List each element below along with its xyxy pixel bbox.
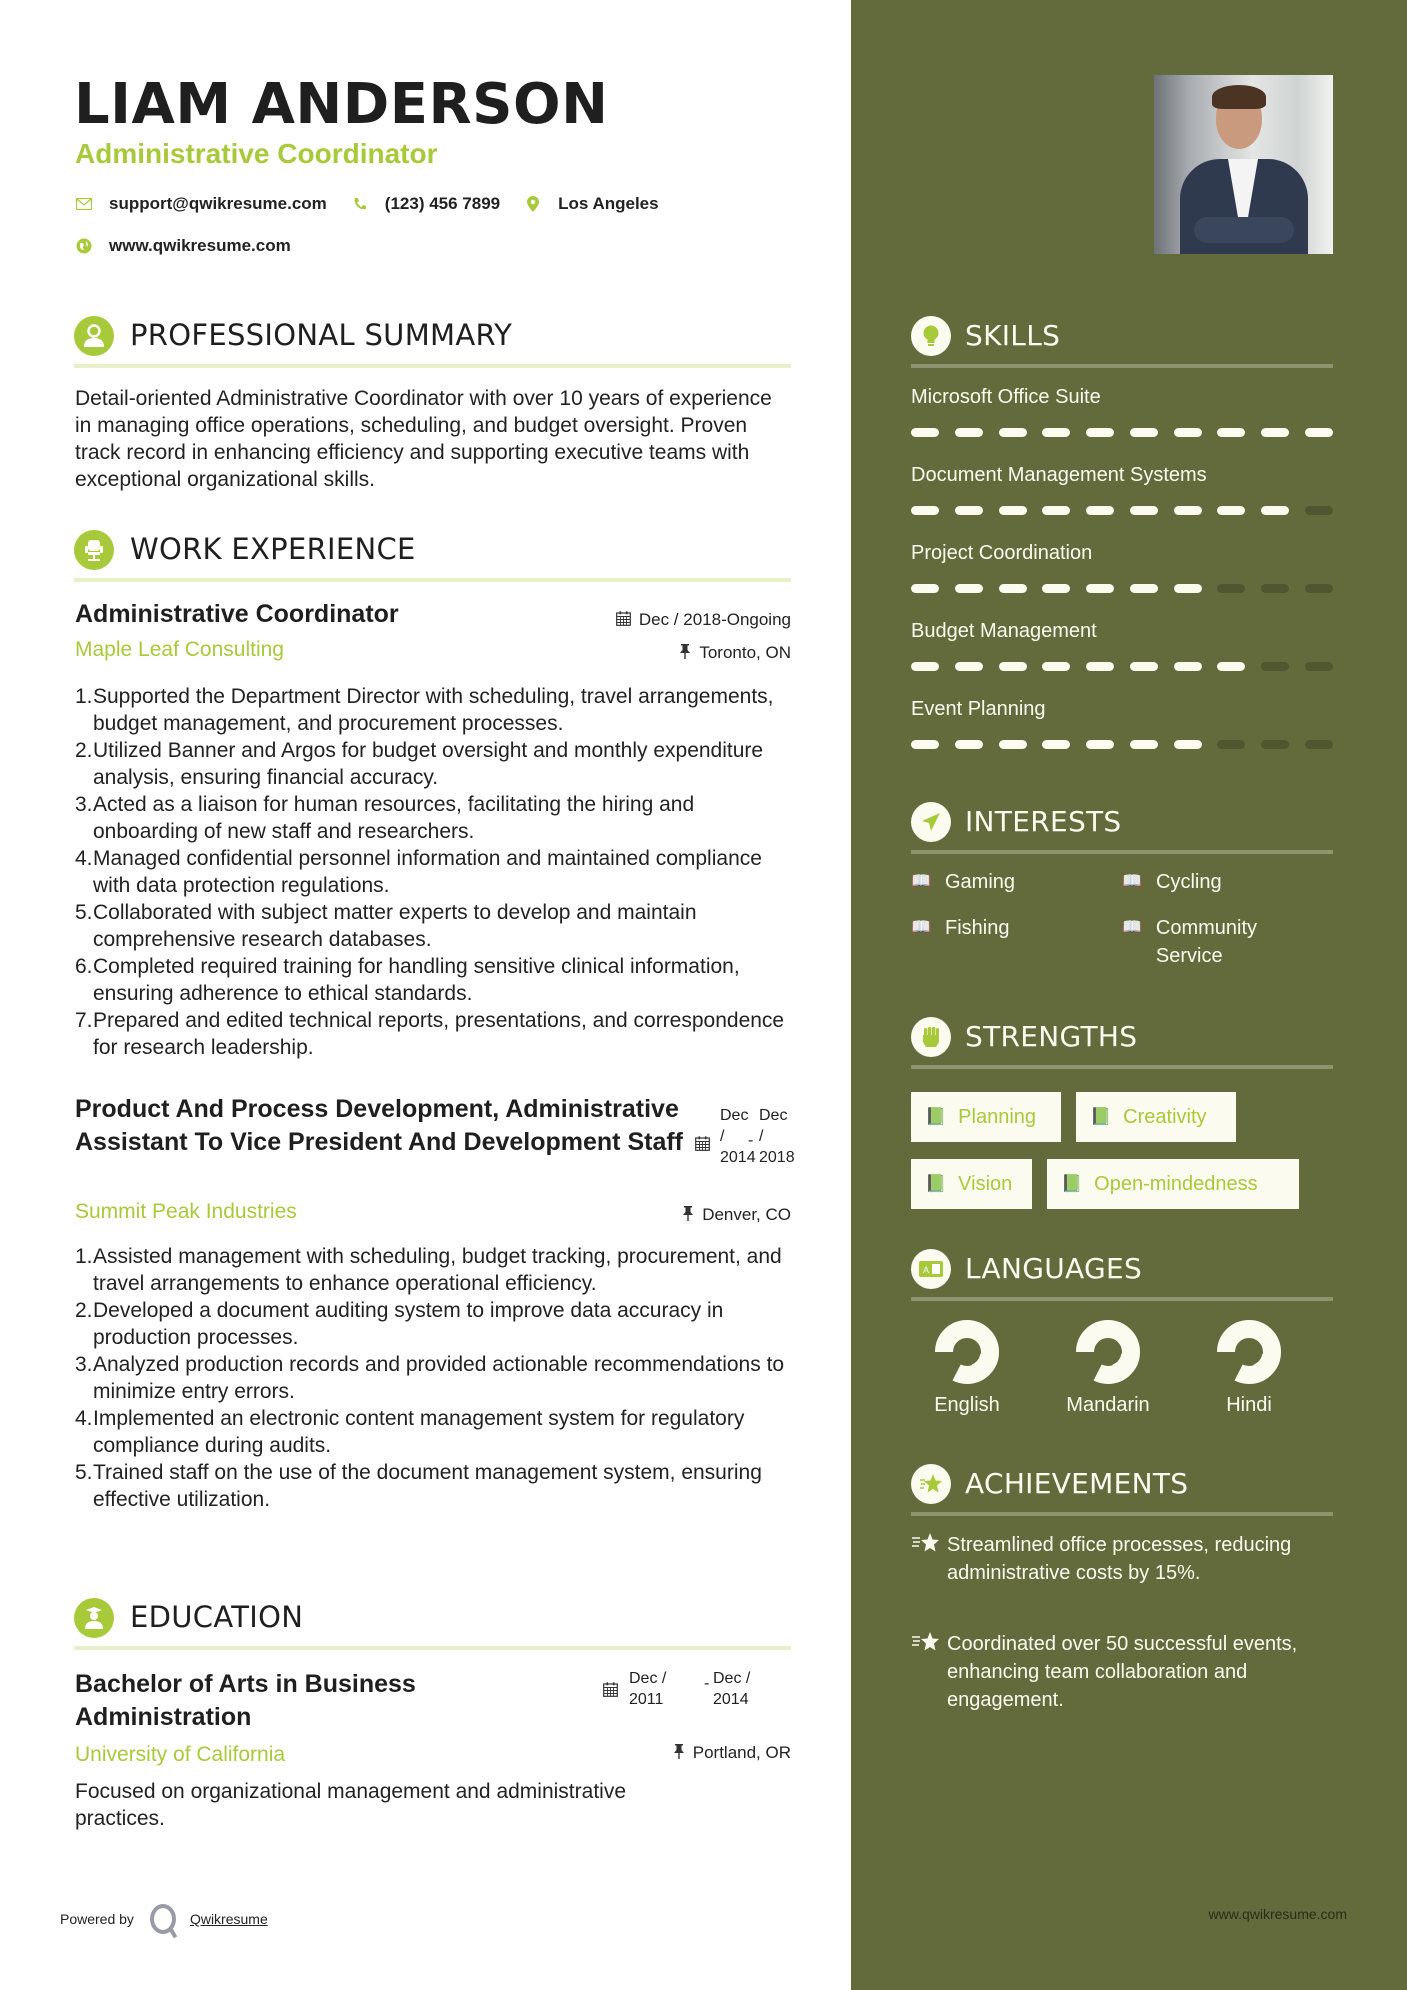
job-bullets	[75, 1243, 795, 1513]
powered-by-label: Powered by	[60, 1911, 134, 1927]
list-item: 4. Implemented an electronic content management system for regulatory compliance during audits.	[75, 1407, 745, 1457]
phone-icon	[351, 195, 369, 213]
job-bullets	[75, 683, 795, 1061]
paper-plane-icon	[911, 802, 951, 842]
achievement-item	[911, 1630, 1311, 1714]
date-separator: -	[748, 1132, 754, 1149]
graduate-icon	[74, 1598, 114, 1638]
edu-date-start: Dec / 2011	[629, 1670, 667, 1708]
section-divider	[911, 850, 1333, 854]
section-title: STRENGTHS	[965, 1020, 1138, 1053]
list-item: 5. Trained staff on the use of the document management system, ensuring effective utilization.	[75, 1461, 762, 1511]
qwikresume-link[interactable]: Qwikresume	[189, 1911, 268, 1927]
email-link[interactable]: support@qwikresume.com	[109, 194, 327, 213]
book-icon: 📗	[925, 1107, 947, 1126]
skill-meter	[911, 584, 1333, 593]
section-divider	[74, 1646, 791, 1650]
summary-text: Detail-oriented Administrative Coordinator with over 10 years of experience in managing office operations, scheduling, and budget oversight. Proven track record in enhancing efficiency and supporting executive teams with exceptional organizational skills.	[75, 387, 772, 491]
section-title: PROFESSIONAL SUMMARY	[130, 318, 513, 352]
achievement-text: Coordinated over 50 successful events, enhancing team collaboration and engagement.	[947, 1633, 1298, 1711]
edu-date-end: Dec / 2014	[713, 1670, 751, 1708]
book-icon: 📖	[1122, 873, 1142, 890]
list-item: 1. Supported the Department Director with scheduling, travel arrangements, budget management, and procurement processes.	[75, 685, 774, 735]
strength-chip: 📗 Vision	[911, 1159, 1032, 1209]
company-name: Summit Peak Industries	[75, 1200, 297, 1223]
phone-number: (123) 456 7899	[384, 194, 501, 213]
list-item: 1. Assisted management with scheduling, budget tracking, procurement, and travel arrangements to enhance operational efficiency.	[75, 1245, 782, 1295]
skill-label: Microsoft Office Suite	[911, 386, 1101, 408]
section-title: ACHIEVEMENTS	[965, 1467, 1189, 1500]
book-icon: 📖	[1122, 919, 1142, 936]
interest-item: 📖 Cycling	[1122, 868, 1222, 896]
degree-title: Bachelor of Arts in Business Administration	[75, 1670, 416, 1731]
list-item: 2. Developed a document auditing system to improve data accuracy in production processes.	[75, 1299, 724, 1349]
office-chair-icon	[74, 530, 114, 570]
user-icon	[74, 316, 114, 356]
skill-meter	[911, 428, 1333, 437]
contact-row	[75, 194, 683, 214]
fist-icon	[911, 1017, 951, 1057]
job-date	[616, 610, 791, 630]
candidate-name: LIAM ANDERSON	[74, 72, 609, 137]
language-item	[1189, 1320, 1309, 1417]
section-title: LANGUAGES	[965, 1252, 1143, 1285]
calendar-icon	[616, 611, 631, 630]
list-item: 7. Prepared and edited technical reports, presentations, and correspondence for research leadership.	[75, 1009, 785, 1059]
language-donut	[935, 1320, 999, 1384]
pushpin-icon	[679, 644, 691, 663]
language-item	[1048, 1320, 1168, 1417]
language-label: English	[934, 1394, 1000, 1416]
section-divider	[74, 578, 791, 582]
calendar-icon	[695, 1136, 710, 1156]
section-divider	[911, 1065, 1333, 1069]
interest-item: 📖 Community Service	[1122, 914, 1272, 970]
skill-item	[911, 464, 1333, 487]
edu-description: Focused on organizational management and administrative practices.	[75, 1780, 626, 1830]
map-pin-icon	[524, 195, 542, 213]
book-icon: 📖	[911, 873, 931, 890]
section-title: SKILLS	[965, 319, 1061, 352]
interest-item: 📖 Gaming	[911, 868, 1015, 896]
lightbulb-icon	[911, 316, 951, 356]
date-separator: -	[704, 1675, 710, 1692]
profile-photo	[1154, 75, 1333, 254]
achievement-text: Streamlined office processes, reducing administrative costs by 15%.	[947, 1534, 1292, 1584]
section-divider	[911, 364, 1333, 368]
skill-meter	[911, 740, 1333, 749]
book-icon: 📗	[925, 1174, 947, 1193]
shooting-star-icon	[911, 1531, 947, 1587]
company-name: Maple Leaf Consulting	[75, 638, 284, 661]
calendar-icon	[603, 1682, 618, 1702]
envelope-icon	[75, 195, 93, 213]
skill-meter	[911, 506, 1333, 515]
book-icon: 📗	[1090, 1107, 1112, 1126]
skill-label: Document Management Systems	[911, 464, 1207, 486]
skill-item	[911, 620, 1333, 643]
list-item: 3. Acted as a liaison for human resources, facilitating the hiring and onboarding of new staff and researchers.	[75, 793, 695, 843]
list-item: 6. Completed required training for handling sensitive clinical information, ensuring adherence to ethical standards.	[75, 955, 740, 1005]
job-date-end: Dec / 2018	[759, 1107, 795, 1166]
achievement-item	[911, 1531, 1311, 1587]
interest-item: 📖 Fishing	[911, 914, 1009, 942]
star-icon	[911, 1464, 951, 1504]
shooting-star-icon	[911, 1630, 947, 1714]
candidate-role: Administrative Coordinator	[75, 138, 438, 169]
sidebar-footer-website[interactable]: www.qwikresume.com	[1208, 1906, 1347, 1922]
section-divider	[911, 1297, 1333, 1301]
strength-chip: 📗 Open-mindedness	[1047, 1159, 1299, 1209]
powered-by	[60, 1904, 268, 1934]
language-label: Mandarin	[1066, 1394, 1150, 1416]
skill-label: Budget Management	[911, 620, 1097, 642]
job-location	[679, 643, 791, 663]
section-title: INTERESTS	[965, 805, 1122, 838]
skill-meter	[911, 662, 1333, 671]
website-link[interactable]: www.qwikresume.com	[109, 236, 291, 255]
job-location	[682, 1205, 791, 1225]
job-title: Product And Process Development, Administrative Assistant To Vice President And Development Staff	[75, 1095, 684, 1156]
svg-text:A: A	[923, 1265, 930, 1275]
skill-label: Project Coordination	[911, 542, 1093, 564]
pushpin-icon	[673, 1744, 685, 1763]
skill-item	[911, 542, 1333, 565]
qwikresume-logo-icon	[150, 1904, 176, 1934]
book-icon: 📖	[911, 919, 931, 936]
job-date-start: Dec / 2014	[720, 1107, 756, 1166]
section-title: EDUCATION	[130, 1600, 304, 1634]
list-item: 5. Collaborated with subject matter experts to develop and maintain comprehensive research databases.	[75, 901, 697, 951]
edu-location	[673, 1743, 791, 1763]
pushpin-icon	[682, 1206, 694, 1225]
skill-label: Event Planning	[911, 698, 1046, 720]
job-location-text: Toronto, ON	[699, 643, 791, 662]
list-item: 3. Analyzed production records and provided actionable recommendations to minimize entry errors.	[75, 1353, 785, 1403]
section-title: WORK EXPERIENCE	[130, 532, 416, 566]
section-divider	[74, 364, 791, 368]
strength-chip: 📗 Creativity	[1076, 1092, 1236, 1142]
language-donut	[1217, 1320, 1281, 1384]
list-item: 4. Managed confidential personnel information and maintained compliance with data protection regulations.	[75, 847, 762, 897]
section-divider	[911, 1512, 1333, 1516]
job-location-text: Denver, CO	[702, 1205, 791, 1224]
globe-icon	[75, 237, 93, 255]
location-text: Los Angeles	[558, 194, 659, 213]
job-date-text: Dec / 2018-Ongoing	[638, 610, 791, 629]
skill-item	[911, 386, 1333, 409]
language-donut	[1076, 1320, 1140, 1384]
language-label: Hindi	[1226, 1394, 1272, 1416]
website-row	[75, 236, 315, 256]
skill-item	[911, 698, 1333, 721]
language-item	[907, 1320, 1027, 1417]
translate-icon	[911, 1249, 951, 1289]
book-icon: 📗	[1061, 1174, 1083, 1193]
job-title: Administrative Coordinator	[75, 600, 399, 628]
list-item: 2. Utilized Banner and Argos for budget oversight and monthly expenditure analysis, ensuring financial accuracy.	[75, 739, 764, 789]
strength-chip: 📗 Planning	[911, 1092, 1061, 1142]
edu-location-text: Portland, OR	[692, 1743, 791, 1762]
school-name: University of California	[75, 1743, 286, 1766]
